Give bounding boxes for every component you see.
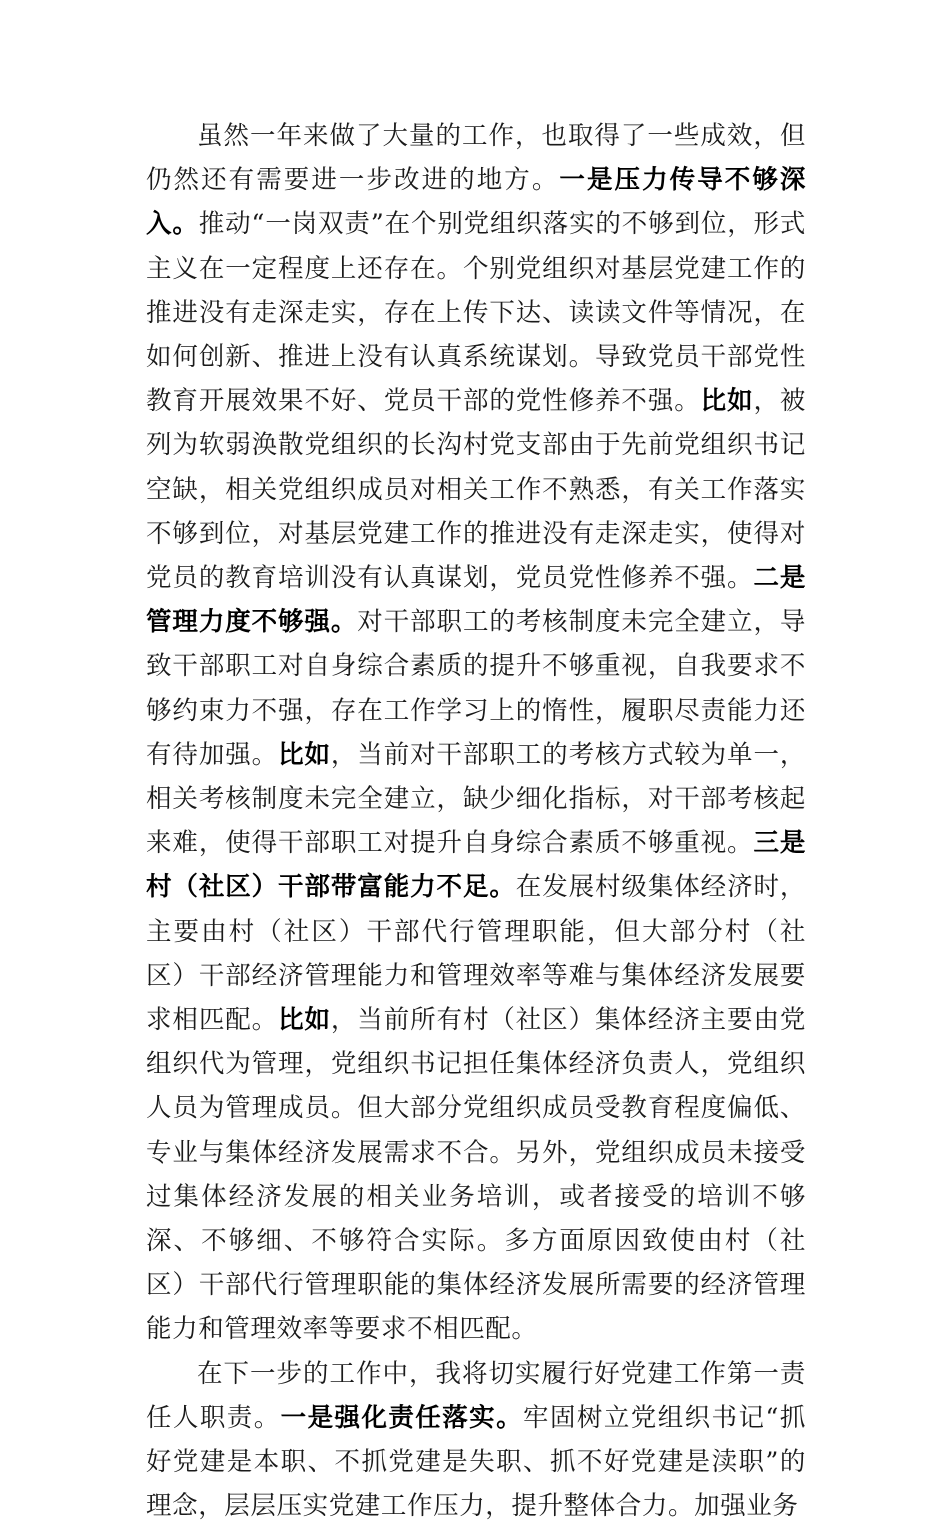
bold-example-run: 比如 (700, 386, 754, 417)
paragraph-shortcomings (146, 114, 806, 1352)
text-run: ，当前所有村（社区）集体经济主要由党组织代为管理，党组织书记担任集体经济负责人，党组织人员为管理成员。但大部分党组织成员受教育程度偏低、专业与集体经济发展需求不合。另外，党组织成员未接受过集体经济发展的相关业务培训，或者接受的培训不够深、不够细、不够符合实际。多方面原因致使由村（社区）干部代行管理职能的集体经济发展所需要的经济管理能力和管理效率等要求不相匹配。 (146, 1005, 806, 1345)
bold-heading-run: 一是压力传导不够深入。 (146, 165, 806, 240)
text-run: 牢固树立党组织书记“抓好党建是本职、不抓党建是失职、抓不好党建是渎职”的理念，层层压实党建工作压力，提升整体合力。加强业务 (146, 1402, 806, 1522)
text-run: 对干部职工的考核制度未完全建立，导致干部职工对自身综合素质的提升不够重视，自我要求不够约束力不强，存在工作学习上的惰性，履职尽责能力还有待加强。 (146, 607, 806, 770)
text-run: ，当前对干部职工的考核方式较为单一，相关考核制度未完全建立，缺少细化指标，对干部考核起来难，使得干部职工对提升自身综合素质不够重视。 (146, 739, 806, 859)
text-run: 虽然一年来做了大量的工作，也取得了一些成效，但仍然还有需要进一步改进的地方。 (146, 121, 806, 196)
paragraph-next-steps (146, 1352, 806, 1529)
bold-example-run: 比如 (278, 739, 331, 770)
text-run: 在下一步的工作中，我将切实履行好党建工作第一责任人职责。 (146, 1358, 806, 1433)
bold-heading-run: 二是管理力度不够强。 (146, 563, 806, 638)
document-body (146, 114, 806, 1529)
text-run: 推动“一岗双责”在个别党组织落实的不够到位，形式主义在一定程度上还存在。个别党组织对基层党建工作的推进没有走深走实，存在上传下达、读读文件等情况，在如何创新、推进上没有认真系统谋划。导致党员干部党性教育开展效果不好、党员干部的党性修养不强。 (146, 209, 807, 417)
bold-heading-run: 一是强化责任落实。 (280, 1402, 524, 1433)
text-run: 在发展村级集体经济时，主要由村（社区）干部代行管理职能，但大部分村（社区）干部经济管理能力和管理效率等难与集体经济发展要求相匹配。 (146, 872, 807, 1036)
bold-example-run: 比如 (278, 1005, 331, 1036)
bold-heading-run: 三是村（社区）干部带富能力不足。 (146, 828, 806, 903)
text-run: ，被列为软弱涣散党组织的长沟村党支部由于先前党组织书记空缺，相关党组织成员对相关工作不熟悉，有关工作落实不够到位，对基层党建工作的推进没有走深走实，使得对党员的教育培训没有认真谋划，党员党性修养不强。 (146, 386, 806, 594)
